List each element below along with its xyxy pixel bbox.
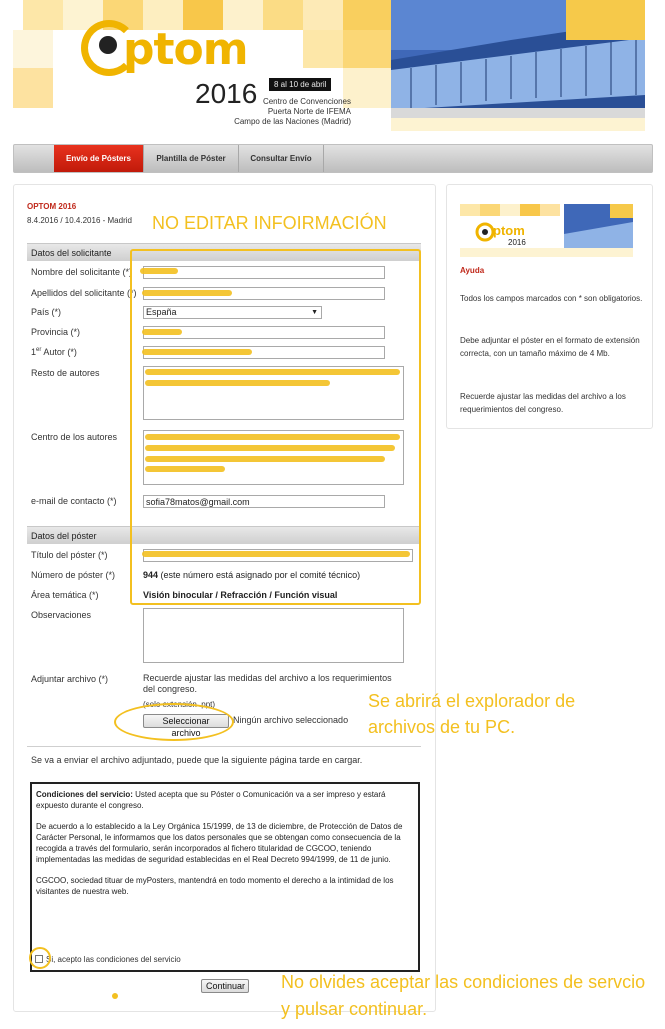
upload-warning: Se va a enviar el archivo adjuntado, puede que la siguiente página tarde en cargar. bbox=[31, 755, 363, 765]
poster-number-label: Número de póster (*) bbox=[31, 570, 116, 580]
terms-box bbox=[30, 782, 420, 972]
accept-terms-label: Si, acepto las condiciones del servicio bbox=[46, 955, 181, 964]
first-author-label-sup: er bbox=[36, 347, 42, 353]
first-author-label bbox=[31, 347, 77, 357]
annotation-highlight-box bbox=[130, 249, 421, 605]
annotation-accept-hint: No olvides aceptar las condiciones de servcio y pulsar continuar. bbox=[281, 972, 646, 1019]
poster-number-note: (este número está asignado por el comité técnico) bbox=[158, 570, 361, 580]
annotation-select-file-ellipse bbox=[114, 703, 234, 741]
country-selected-value: España bbox=[146, 307, 177, 317]
help-paragraph: Todos los campos marcados con * son obligatorios. bbox=[460, 294, 643, 303]
area-label: Área temática (*) bbox=[31, 590, 99, 600]
first-author-label-post: Autor (*) bbox=[41, 347, 77, 357]
logo-year: 2016 bbox=[195, 78, 258, 109]
help-paragraph: Debe adjuntar el póster en el formato de extensión correcta, con un tamaño máximo de 4 Mb. bbox=[460, 336, 640, 358]
event-title: OPTOM 2016 bbox=[27, 202, 77, 211]
help-heading: Ayuda bbox=[460, 266, 485, 275]
observations-label: Observaciones bbox=[31, 610, 92, 620]
venue-line: Campo de las Naciones (Madrid) bbox=[234, 117, 351, 126]
chevron-down-icon: ▼ bbox=[311, 309, 318, 316]
annotation-explorer: Se abrirá el explorador de archivos de tu PC. bbox=[368, 691, 576, 737]
attach-note: Recuerde ajustar las medidas del archivo a los requerimientos del congreso. bbox=[143, 673, 392, 694]
terms-p1-text: Usted acepta que su Póster o Comunicación va a ser impreso y estará expuesto durante el congreso. bbox=[36, 790, 386, 810]
nav-tab-plantilla-poster[interactable]: Plantilla de Póster bbox=[144, 145, 239, 172]
other-authors-label: Resto de autores bbox=[31, 368, 100, 378]
building-image bbox=[391, 0, 645, 118]
poster-title-label: Título del póster (*) bbox=[31, 550, 108, 560]
select-file-button[interactable]: Seleccionar archivo bbox=[143, 714, 229, 728]
observations-textarea[interactable] bbox=[143, 608, 404, 663]
sidebar-logo-year: 2016 bbox=[508, 238, 526, 247]
continue-button[interactable]: Continuar bbox=[201, 979, 249, 993]
terms-paragraph: CGCOO, sociedad tituar de myPosters, mantendrá en todo momento el derecho a la intimidad de los visitantes de nuestra web. bbox=[36, 876, 394, 896]
terms-paragraph bbox=[36, 789, 414, 811]
venue-line: Puerta Norte de IFEMA bbox=[267, 107, 351, 116]
name-label: Nombre del solicitante (*) bbox=[31, 267, 133, 277]
section-poster: Datos del póster bbox=[27, 526, 421, 544]
venue-info bbox=[203, 97, 351, 127]
sidebar-logo-banner bbox=[460, 204, 633, 257]
annotation-checkbox-circle bbox=[29, 947, 51, 969]
email-label: e-mail de contacto (*) bbox=[31, 496, 117, 506]
terms-heading: Condiciones del servicio: bbox=[36, 790, 133, 799]
event-dates: 8.4.2016 / 10.4.2016 - Madrid bbox=[27, 216, 132, 225]
terms-paragraph: De acuerdo a lo establecido a la Ley Orgánica 15/1999, de 13 de diciembre, de Protección de Datos de Carácter Personal, le informamos que los datos personales que se obtengan como consecuencia de la recogida a través del formulario, serán incorporados al fichero titularidad de CGCOO, teniendo implementadas las medidas de seguridad establecidas en el Real Decreto 994/1999, de 11 de junio. bbox=[36, 822, 403, 864]
logo-dot-icon bbox=[99, 36, 117, 54]
annotation-dot bbox=[112, 993, 118, 999]
header-banner bbox=[13, 0, 645, 131]
help-paragraph: Recuerde ajustar las medidas del archivo a los requerimientos del congreso. bbox=[460, 392, 626, 414]
first-author-label-pre: 1 bbox=[31, 347, 37, 357]
poster-number: 944 bbox=[143, 570, 159, 580]
main-nav bbox=[13, 144, 653, 173]
surname-label: Apellidos del solicitante (*) bbox=[31, 288, 137, 298]
venue-line: Centro de Convenciones bbox=[262, 97, 351, 106]
logo-text: ptom bbox=[123, 24, 248, 75]
area-value: Visión binocular / Refracción / Función visual bbox=[143, 590, 338, 600]
nav-tab-consultar-envio[interactable]: Consultar Envío bbox=[239, 145, 324, 172]
nav-tab-envio-posters[interactable]: Envío de Pósters bbox=[54, 145, 144, 172]
sidebar-logo-text: ptom bbox=[493, 223, 525, 238]
dates-badge: 8 al 10 de abril bbox=[269, 78, 331, 91]
annotation-no-edit: NO EDITAR INFOIRMACIÓN bbox=[152, 213, 387, 233]
attach-label: Adjuntar archivo (*) bbox=[31, 674, 109, 684]
country-label: País (*) bbox=[31, 307, 62, 317]
no-file-text: Ningún archivo seleccionado bbox=[233, 715, 349, 725]
divider bbox=[27, 746, 421, 747]
province-label: Provincia (*) bbox=[31, 327, 81, 337]
attach-extension-note: (solo extensión .ppt) bbox=[143, 700, 216, 709]
optom-logo bbox=[79, 14, 279, 109]
section-applicant: Datos del solicitante bbox=[27, 243, 421, 261]
authors-center-label: Centro de los autores bbox=[31, 432, 118, 442]
